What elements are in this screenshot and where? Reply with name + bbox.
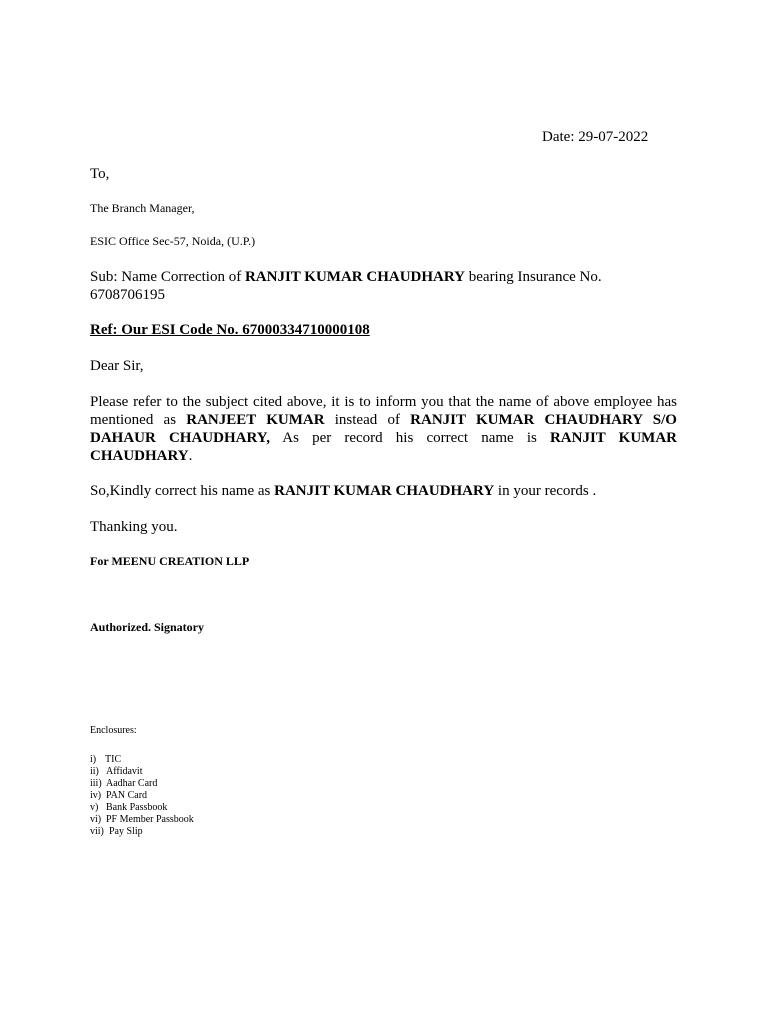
enclosures-list	[90, 754, 194, 838]
enclosure-label: Bank Passbook	[106, 802, 168, 813]
subject-prefix: Sub: Name Correction of	[90, 269, 245, 285]
reference-line: Ref: Our ESI Code No. 67000334710000108	[90, 322, 370, 338]
enclosure-item	[90, 826, 194, 838]
enclosure-number: vi)	[90, 814, 102, 825]
closing-line: Thanking you.	[90, 519, 178, 535]
para2-text-1: So,Kindly correct his name as	[90, 483, 275, 499]
subject-employee-name: RANJIT KUMAR CHAUDHARY	[244, 269, 465, 285]
para2-correct-name: RANJIT KUMAR CHAUDHARY	[274, 483, 495, 499]
enclosure-number: i)	[90, 754, 97, 765]
enclosure-number: ii)	[90, 766, 99, 777]
enclosure-label: PF Member Passbook	[106, 814, 194, 825]
enclosure-item	[90, 790, 194, 802]
subject-line	[90, 268, 680, 304]
body-paragraph-2	[90, 483, 596, 500]
enclosure-item	[90, 766, 194, 778]
greeting: Dear Sir,	[90, 358, 144, 374]
enclosure-item	[90, 778, 194, 790]
salutation-to: To,	[90, 166, 110, 182]
company-name: For MEENU CREATION LLP	[90, 554, 250, 568]
enclosure-label: PAN Card	[106, 790, 148, 801]
recipient-office: ESIC Office Sec-57, Noida, (U.P.)	[90, 234, 256, 248]
enclosure-label: Affidavit	[106, 766, 143, 777]
enclosure-item	[90, 754, 194, 766]
enclosure-item	[90, 802, 194, 814]
para1-correct-full-name: RANJIT KUMAR CHAUDHARY S/O DAHAUR CHAUDHARY,	[90, 412, 677, 446]
para1-wrong-name: RANJEET KUMAR	[186, 412, 325, 428]
subject-suffix: bearing Insurance No. 6708706195	[90, 269, 602, 303]
enclosure-number: vii)	[90, 826, 104, 837]
para2-text-2: in your records .	[494, 483, 597, 499]
enclosures-title: Enclosures:	[90, 725, 137, 736]
para1-correct-name: RANJIT KUMAR CHAUDHARY	[90, 430, 677, 464]
enclosure-item	[90, 814, 194, 826]
para1-text-4: .	[188, 448, 193, 464]
letter-date: Date: 29-07-2022	[542, 129, 649, 145]
recipient-name: The Branch Manager,	[90, 201, 195, 215]
body-paragraph-1	[90, 393, 677, 465]
para1-text-3: As per record his correct name is	[269, 430, 550, 446]
enclosure-number: iv)	[90, 790, 102, 801]
para1-text-1: Please refer to the subject cited above, it is to inform you that the name of above employee has mentioned as	[90, 394, 677, 428]
enclosure-label: TIC	[105, 754, 122, 765]
enclosure-label: Aadhar Card	[106, 778, 158, 789]
authorized-signatory: Authorized. Signatory	[90, 620, 204, 634]
enclosure-number: v)	[90, 802, 99, 813]
enclosure-label: Pay Slip	[109, 826, 143, 837]
enclosure-number: iii)	[90, 778, 102, 789]
para1-text-2: instead of	[324, 412, 411, 428]
